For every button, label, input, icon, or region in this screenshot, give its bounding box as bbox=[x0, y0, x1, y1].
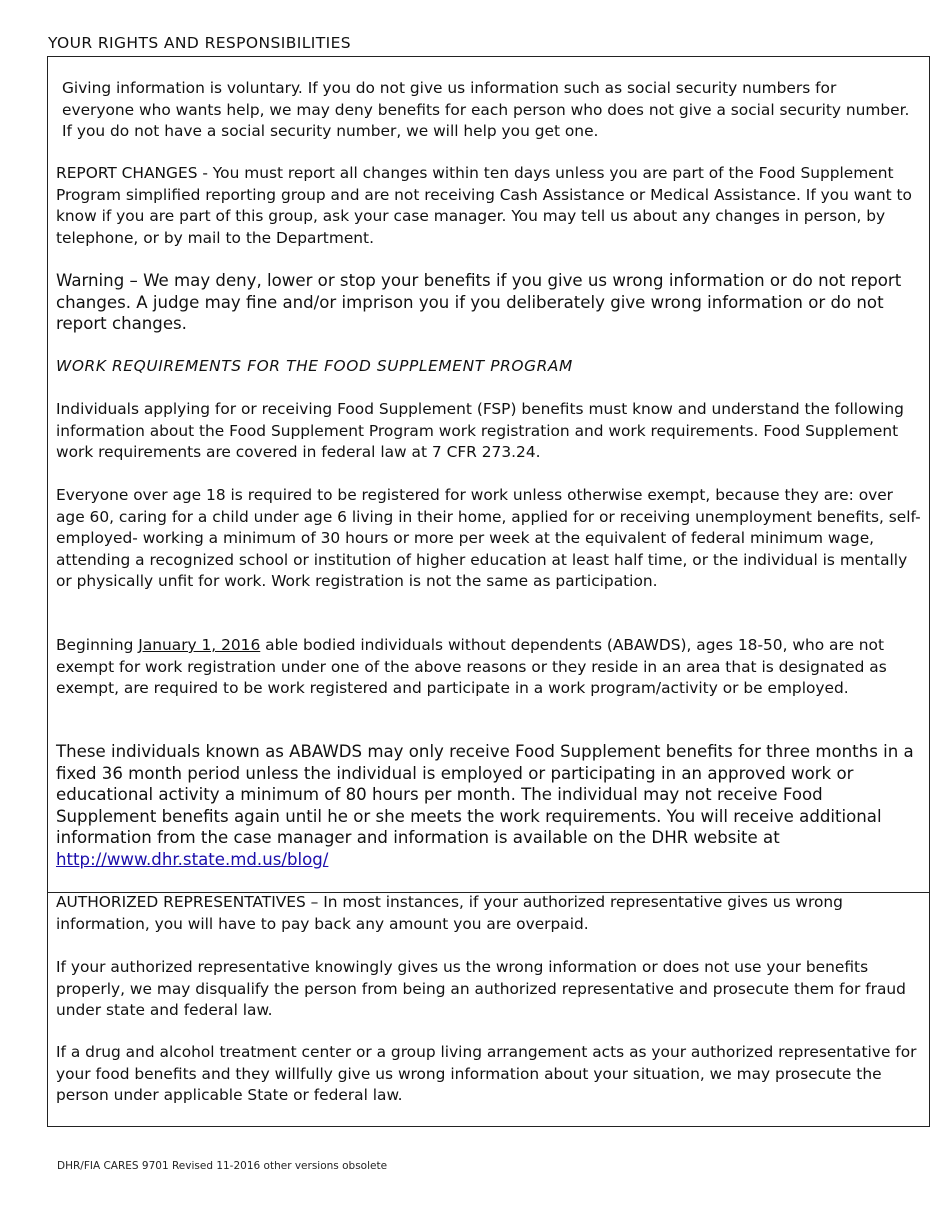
warning-paragraph: Warning – We may deny, lower or stop your benefits if you give us wrong information or do not report changes. A judge may fine and/or imprison you if you deliberately give wrong information or do not report changes. bbox=[56, 271, 902, 333]
work-requirements-intro: Individuals applying for or receiving Food Supplement (FSP) benefits must know and understand the following information about the Food Supplement Program work registration and work requirements. Food Supplement work requirements are covered in federal law at 7 CFR 273.24. bbox=[56, 400, 904, 461]
authorized-reps-intro: AUTHORIZED REPRESENTATIVES – In most instances, if your authorized representative gives us wrong information, you will have to pay back any amount you are overpaid. bbox=[56, 893, 843, 933]
abawds-paragraph bbox=[56, 635, 926, 700]
rights-box bbox=[47, 56, 930, 1127]
work-registration-paragraph: Everyone over age 18 is required to be registered for work unless otherwise exempt, because they are: over age 60, caring for a child under age 6 living in their home, applied for or receiving unemployment benefits, self-employed- working a minimum of 30 hours or more per week at the equivalent of federal minimum wage, attending a recognized school or institution of higher education at least half time, or the individual is mentally or physically unfit for work. Work registration is not the same as participation. bbox=[56, 486, 921, 590]
voluntary-paragraph: Giving information is voluntary. If you do not give us information such as social security numbers for everyone who wants help, we may deny benefits for each person who does not give a social security number. If you do not have a social security number, we will help you get one. bbox=[62, 79, 910, 140]
abawds-date: January 1, 2016 bbox=[138, 636, 261, 654]
abawds-prefix: Beginning bbox=[56, 636, 139, 654]
abawds-limits-paragraph bbox=[56, 741, 924, 870]
authorized-reps-knowingly: If your authorized representative knowingly gives us the wrong information or does not use your benefits properly, we may disqualify the person from being an authorized representative and prosecute them for fraud under state and federal law. bbox=[56, 958, 906, 1019]
form-footer: DHR/FIA CARES 9701 Revised 11-2016 other versions obsolete bbox=[57, 1160, 388, 1172]
dhr-website-link[interactable]: http://www.dhr.state.md.us/blog/ bbox=[56, 849, 329, 869]
authorized-reps-treatment: If a drug and alcohol treatment center or a group living arrangement acts as your authorized representative for your food benefits and they willfully give us wrong information about your situation, we may prosecute the person under applicable State or federal law. bbox=[56, 1043, 917, 1104]
abawds-rest: able bodied individuals without dependents (ABAWDS), ages 18-50, who are not exempt for work registration under one of the above reasons or they reside in an area that is designated as exempt, are required to be work registered and participate in a work program/activity or be employed. bbox=[56, 636, 887, 697]
work-requirements-title: WORK REQUIREMENTS FOR THE FOOD SUPPLEMENT PROGRAM bbox=[56, 357, 573, 375]
page-heading: YOUR RIGHTS AND RESPONSIBILITIES bbox=[48, 34, 352, 52]
abawds-limits-text: These individuals known as ABAWDS may only receive Food Supplement benefits for three months in a fixed 36 month period unless the individual is employed or participating in an approved work or educational activity a minimum of 80 hours per month. The individual may not receive Food Supplement benefits again until he or she meets the work requirements. You will receive additional information from the case manager and information is available on the DHR website at bbox=[56, 742, 914, 847]
report-changes-paragraph: REPORT CHANGES - You must report all changes within ten days unless you are part of the Food Supplement Program simplified reporting group and are not receiving Cash Assistance or Medical Assistance. If you want to know if you are part of this group, ask your case manager. You may tell us about any changes in person, by telephone, or by mail to the Department. bbox=[56, 164, 912, 247]
